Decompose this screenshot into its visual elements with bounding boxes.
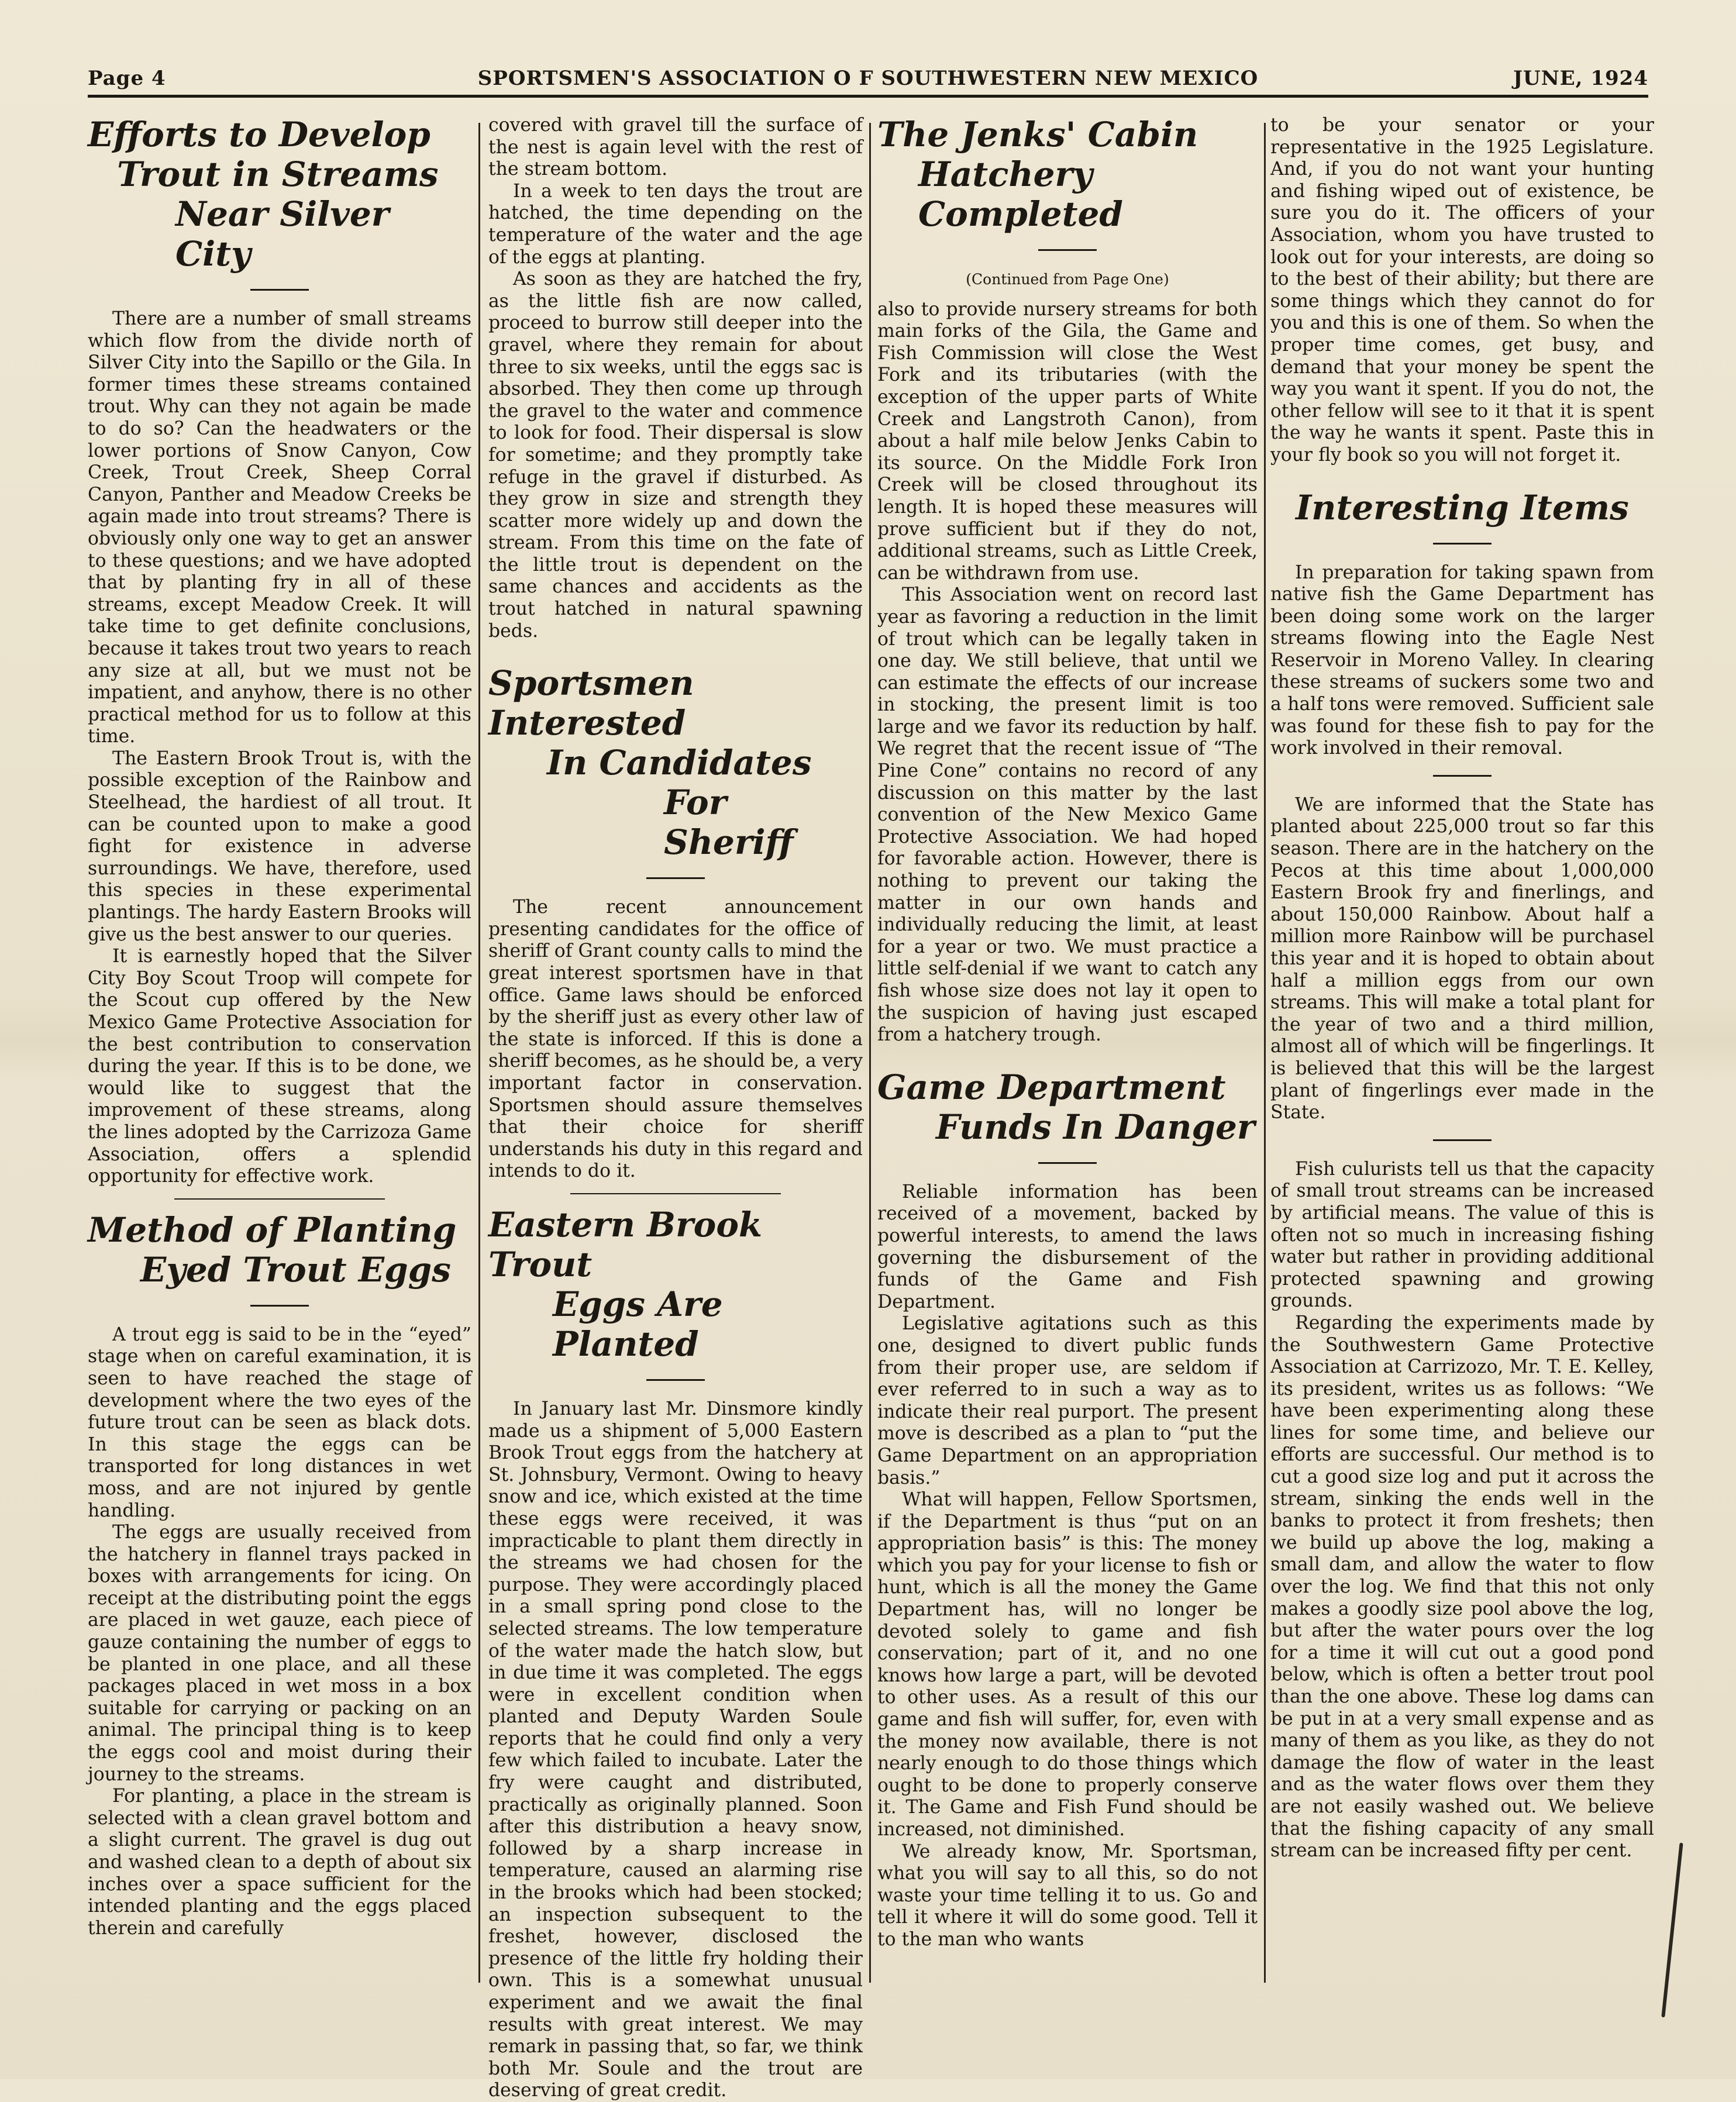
headline-line: Interesting Items [1296, 487, 1629, 528]
headline [488, 663, 863, 862]
column-divider [1264, 123, 1266, 1983]
headline-line: Hatchery Completed [918, 154, 1123, 234]
paragraph: Fish culurists tell us that the capacity of small trout streams can be increased by artificial means. The value of this is often not so much in increasing fishing water but rather in providing additional protected spawning and growing grounds. [1270, 1158, 1654, 1312]
paragraph: A trout egg is said to be in the “eyed” stage when on careful examination, it is seen to have reached the stage of development where the two eyes of the future trout can be seen as black dots. In this stage the eggs can be transported for long distances in wet moss, and are not injured by gentle handling. [88, 1324, 471, 1521]
paragraph: In January last Mr. Dinsmore kindly made us a shipment of 5,000 Eastern Brook Trout eggs from the hatchery at St. Johnsbury, Vermont. Owing to heavy snow and ice, which existed at the time these eggs were received, it was impracticable to plant them directly in the streams we had chosen for the purpose. They were accordingly placed in a small spring pond close to the selected streams. The low temperature of the water made the hatch slow, but in due time it was completed. The eggs were in excellent condition when planted and Deputy Warden Soule reports that he could find only a very few which failed to incubate. Later the fry were caught and distributed, practically as originally planned. Soon after this distribution a heavy snow, followed by a sharp increase in temperature, caused an alarming rise in the brooks which had been stocked; an inspection subsequent to the freshet, however, disclosed the presence of the little fry holding their own. This is a somewhat unusual experiment and we await the final results with great interest. We may remark in passing that, so far, we think both Mr. Soule and the trout are deserving of great credit. [488, 1398, 863, 2101]
article-jenks-cabin [877, 115, 1258, 1046]
column-divider [869, 123, 871, 1983]
spacer [1270, 467, 1654, 488]
masthead-title: SPORTSMEN'S ASSOCIATION O F SOUTHWESTERN NEW MEXICO [477, 67, 1259, 90]
article-planting-eggs [88, 1210, 471, 1940]
headline-rule [250, 1305, 309, 1307]
column-3 [877, 115, 1258, 2021]
headline [88, 1210, 471, 1290]
headline-rule [646, 877, 705, 879]
paragraph: For planting, a place in the stream is selected with a clean gravel bottom and a slight current. The gravel is dug out and washed clean to a depth of about six inches over a space sufficient for the intended planting and the eggs placed therein and carefully [88, 1786, 471, 1939]
headline-line: In Candidates [547, 743, 812, 783]
headline [488, 1205, 863, 1364]
headline-line: Efforts to Develop [88, 115, 430, 154]
spacer [877, 1046, 1258, 1067]
column-2 [488, 115, 863, 2101]
item-rule [1433, 1139, 1492, 1141]
headline-line: Trout in Streams [117, 154, 439, 194]
headline-line: Funds In Danger [936, 1107, 1255, 1147]
paragraph: There are a number of small streams which flow from the divide north of Silver City into the Sapillo or the Gila. In former times these streams contained trout. Why can they not again be made to do so? Can the headwaters or the lower portions of Snow Canyon, Cow Creek, Trout Creek, Sheep Corral Canyon, Panther and Meadow Creeks be again made into trout streams? There is obviously only one way to get an answer to these questions; and we have adopted that by planting fry in all of these streams, except Meadow Creek. It will take time to get definite conclusions, because it takes trout two years to reach any size at all, but we must not be impatient, and anyhow, there is no other practical method for us to follow at this time. [88, 308, 471, 747]
page-number: Page 4 [88, 67, 166, 90]
article-continuation [488, 115, 863, 642]
paragraph: We already know, Mr. Sportsman, what you will say to all this, so do not waste your time telling it to us. Go and tell it where it will do some good. Tell it to the man who wants [877, 1841, 1258, 1950]
article-divider [174, 1198, 385, 1200]
headline-line: Near Silver City [175, 194, 390, 274]
headline [1270, 488, 1654, 528]
headline [877, 115, 1258, 234]
paragraph: It is earnestly hoped that the Silver City Boy Scout Troop will compete for the Scout cup offered by the New Mexico Game Protective Association for the best contribution to conservation during the year. If this is to be done, we would like to suggest that the improvement of these streams, along the lines adopted by the Carrizoza Game Association, offers a splendid opportunity for effective work. [88, 946, 471, 1187]
headline-line: Sportsmen Interested [488, 663, 694, 743]
headline-rule [1038, 249, 1097, 251]
paragraph: Regarding the experiments made by the Southwestern Game Protective Association at Carrizozo, Mr. T. E. Kelley, its president, writes us as follows: “We have been experimenting along these lines for some time, and believe our efforts are successful. Our method is to cut a good size log and put it across the stream, sinking the ends well in the banks to protect it from freshets; then we build up above the log, making a small dam, and allow the water to flow over the log. We find that this not only makes a goodly size pool above the log, but after the water pours over the log for a time it will cut out a good pond below, which is often a better trout pool than the one above. These log dams can be put in at a very small expense and as many of them as you like, as they do not damage the flow of water in the least and as the water flows over them they are not easily washed out. We believe that the fishing capacity of any small stream can be increased fifty per cent. [1270, 1312, 1654, 1862]
headline-rule [646, 1379, 705, 1381]
article-game-funds [877, 1067, 1258, 1951]
column-1 [88, 115, 471, 2021]
column-divider [478, 123, 480, 1983]
headline-rule [250, 289, 309, 291]
continued-note: (Continued from Page One) [966, 271, 1169, 288]
paragraph: Legislative agitations such as this one, designed to divert public funds from their proper use, are seldom if ever referred to in such a way as to indicate their real purport. The present move is described as a plan to “put the Game Department on an appropriation basis.” [877, 1313, 1258, 1488]
headline-line: Eastern Brook Trout [488, 1204, 763, 1284]
issue-date: JUNE, 1924 [1513, 67, 1648, 90]
headline-rule [1038, 1162, 1097, 1164]
article-divider [570, 1193, 781, 1194]
headline-line: The Jenks' Cabin [877, 115, 1198, 154]
paragraph: The Eastern Brook Trout is, with the possible exception of the Rainbow and Steelhead, the hardiest of all trout. It can be counted upon to make a good fight for existence in adverse surroundings. We have, therefore, used this species in these experimental plantings. The hardy Eastern Brooks will give us the best answer to our queries. [88, 747, 471, 945]
item-rule [1433, 775, 1492, 777]
article-brook-trout [488, 1205, 863, 2102]
paragraph: to be your senator or your representative in the 1925 Legislature. And, if you do not want your hunting and fishing wiped out of existence, be sure you do it. The officers of your Association, whom you have trusted to look out for your interests, are doing so to the best of their ability; but there are some things which they cannot do for you and this is one of them. So when the proper time comes, get busy, and demand that your money be spent the way you want it spent. If you do not, the other fellow will see to it that it is spent the way he wants it spent. Paste this in your fly book so you will not forget it. [1270, 115, 1654, 466]
spacer [488, 642, 863, 663]
paragraph: What will happen, Fellow Sportsmen, if the Department is thus “put on an appropriation basis” is this: The money which you pay for your license to fish or hunt, which is all the money the Game Department has, will no longer be devoted solely to game and fish conservation; part of it, and no one knows how large a part, will be devoted to other uses. As a result of this our game and fish will suffer, for, even with the money now available, there is not nearly enough to do those things which ought to be done to properly conserve it. The Game and Fish Fund should be increased, not diminished. [877, 1489, 1258, 1840]
headline-rule [1433, 543, 1492, 545]
headline-line: Game Department [877, 1067, 1226, 1107]
article-sheriff [488, 663, 863, 1183]
headline-line: Eggs Are Planted [553, 1284, 723, 1364]
paragraph: In a week to ten days the trout are hatched, the time depending on the temperature of the water and the age of the eggs at planting. [488, 180, 863, 268]
paragraph: We are informed that the State has planted about 225,000 trout so far this season. There are in the hatchery on the Pecos at this time about 1,000,000 Eastern Brook fry and finerlings, and about 150,000 Rainbow. About half a million more Rainbow will be purchasel this year and it is hoped to obtain about half a million eggs from our own streams. This will make a total plant for the year of two and a third million, almost all of which will be fingerlings. It is believed that this will be the largest plant of fingerlings ever made in the State. [1270, 794, 1654, 1124]
paragraph: covered with gravel till the surface of the nest is again level with the rest of the stream bottom. [488, 115, 863, 180]
paragraph: The recent announcement presenting candidates for the office of sheriff of Grant county calls to mind the great interest sportsmen have in that office. Game laws should be enforced by the sheriff just as every other law of the state is inforced. If this is done a sheriff becomes, as he should be, a very important factor in conservation. Sportsmen should assure themselves that their choice for sheriff understands his duty in this regard and intends to do it. [488, 897, 863, 1182]
headline [88, 115, 471, 274]
paragraph: As soon as they are hatched the fry, as the little fish are now called, proceed to burrow still deeper into the gravel, where they remain for about three to six weeks, until the eggs sac is absorbed. They then come up through the gravel to the water and commence to look for food. Their dispersal is slow for sometime; and they promptly take refuge in the gravel if disturbed. As they grow in size and strength they scatter more widely up and down the stream. From this time on the fate of the little trout is dependent on the same chances and accidents as the trout hatched in natural spawning beds. [488, 268, 863, 642]
page-header [88, 58, 1648, 98]
paragraph: The eggs are usually received from the hatchery in flannel trays packed in boxes with arrangements for icing. On receipt at the distributing point the eggs are placed in wet gauze, each piece of gauze containing the number of eggs to be planted in one place, and all these packages placed in wet moss in a box suitable for carrying or packing on an animal. The principal thing is to keep the eggs cool and moist during their journey to the streams. [88, 1522, 471, 1785]
paragraph: also to provide nursery streams for both main forks of the Gila, the Game and Fish Commission will close the West Fork and its tributaries (with the exception of the upper parts of White Creek and Langstroth Canon), from about a half mile below Jenks Cabin to its source. On the Middle Fork Iron Creek will be closed throughout its length. It is hoped these measures will prove sufficient but if they do not, additional streams, such as Little Creek, can be withdrawn from use. [877, 298, 1258, 584]
paragraph: In preparation for taking spawn from native fish the Game Department has been doing some work on the larger streams flowing into the Eagle Nest Reservoir in Moreno Valley. In clearing these streams of suckers some two and a half tons were removed. Sufficient sale was found for these fish to pay for the work involved in their removal. [1270, 561, 1654, 759]
column-4 [1270, 115, 1654, 2021]
headline-line: For Sheriff [664, 783, 794, 863]
pencil-mark [1661, 1843, 1683, 2018]
article-trout-streams [88, 115, 471, 1188]
article-interesting-items [1270, 488, 1654, 1862]
paragraph: Reliable information has been received of a movement, backed by powerful interests, to amend the laws governing the disbursement of the funds of the Game and Fish Department. [877, 1181, 1258, 1312]
headline-line: Eyed Trout Eggs [140, 1249, 451, 1290]
paragraph: This Association went on record last year as favoring a reduction in the limit of trout which can be legally taken in one day. We still believe, that until we can estimate the effects of our increase in stocking, the present limit is too large and we favor its reduction by half. We regret that the recent issue of “The Pine Cone” contains no record of any discussion on this matter by the last convention of the New Mexico Game Protective Association. We had hoped for favorable action. However, there is nothing to prevent our taking the matter in our own hands and individually reducing the limit, at least for a year or two. We must practice a little self-denial if we want to catch any fish whose size does not lay it open to the suspicion of having just escaped from a hatchery trough. [877, 584, 1258, 1046]
article-continuation [1270, 115, 1654, 467]
headline [877, 1067, 1258, 1147]
headline-line: Method of Planting [88, 1209, 457, 1250]
